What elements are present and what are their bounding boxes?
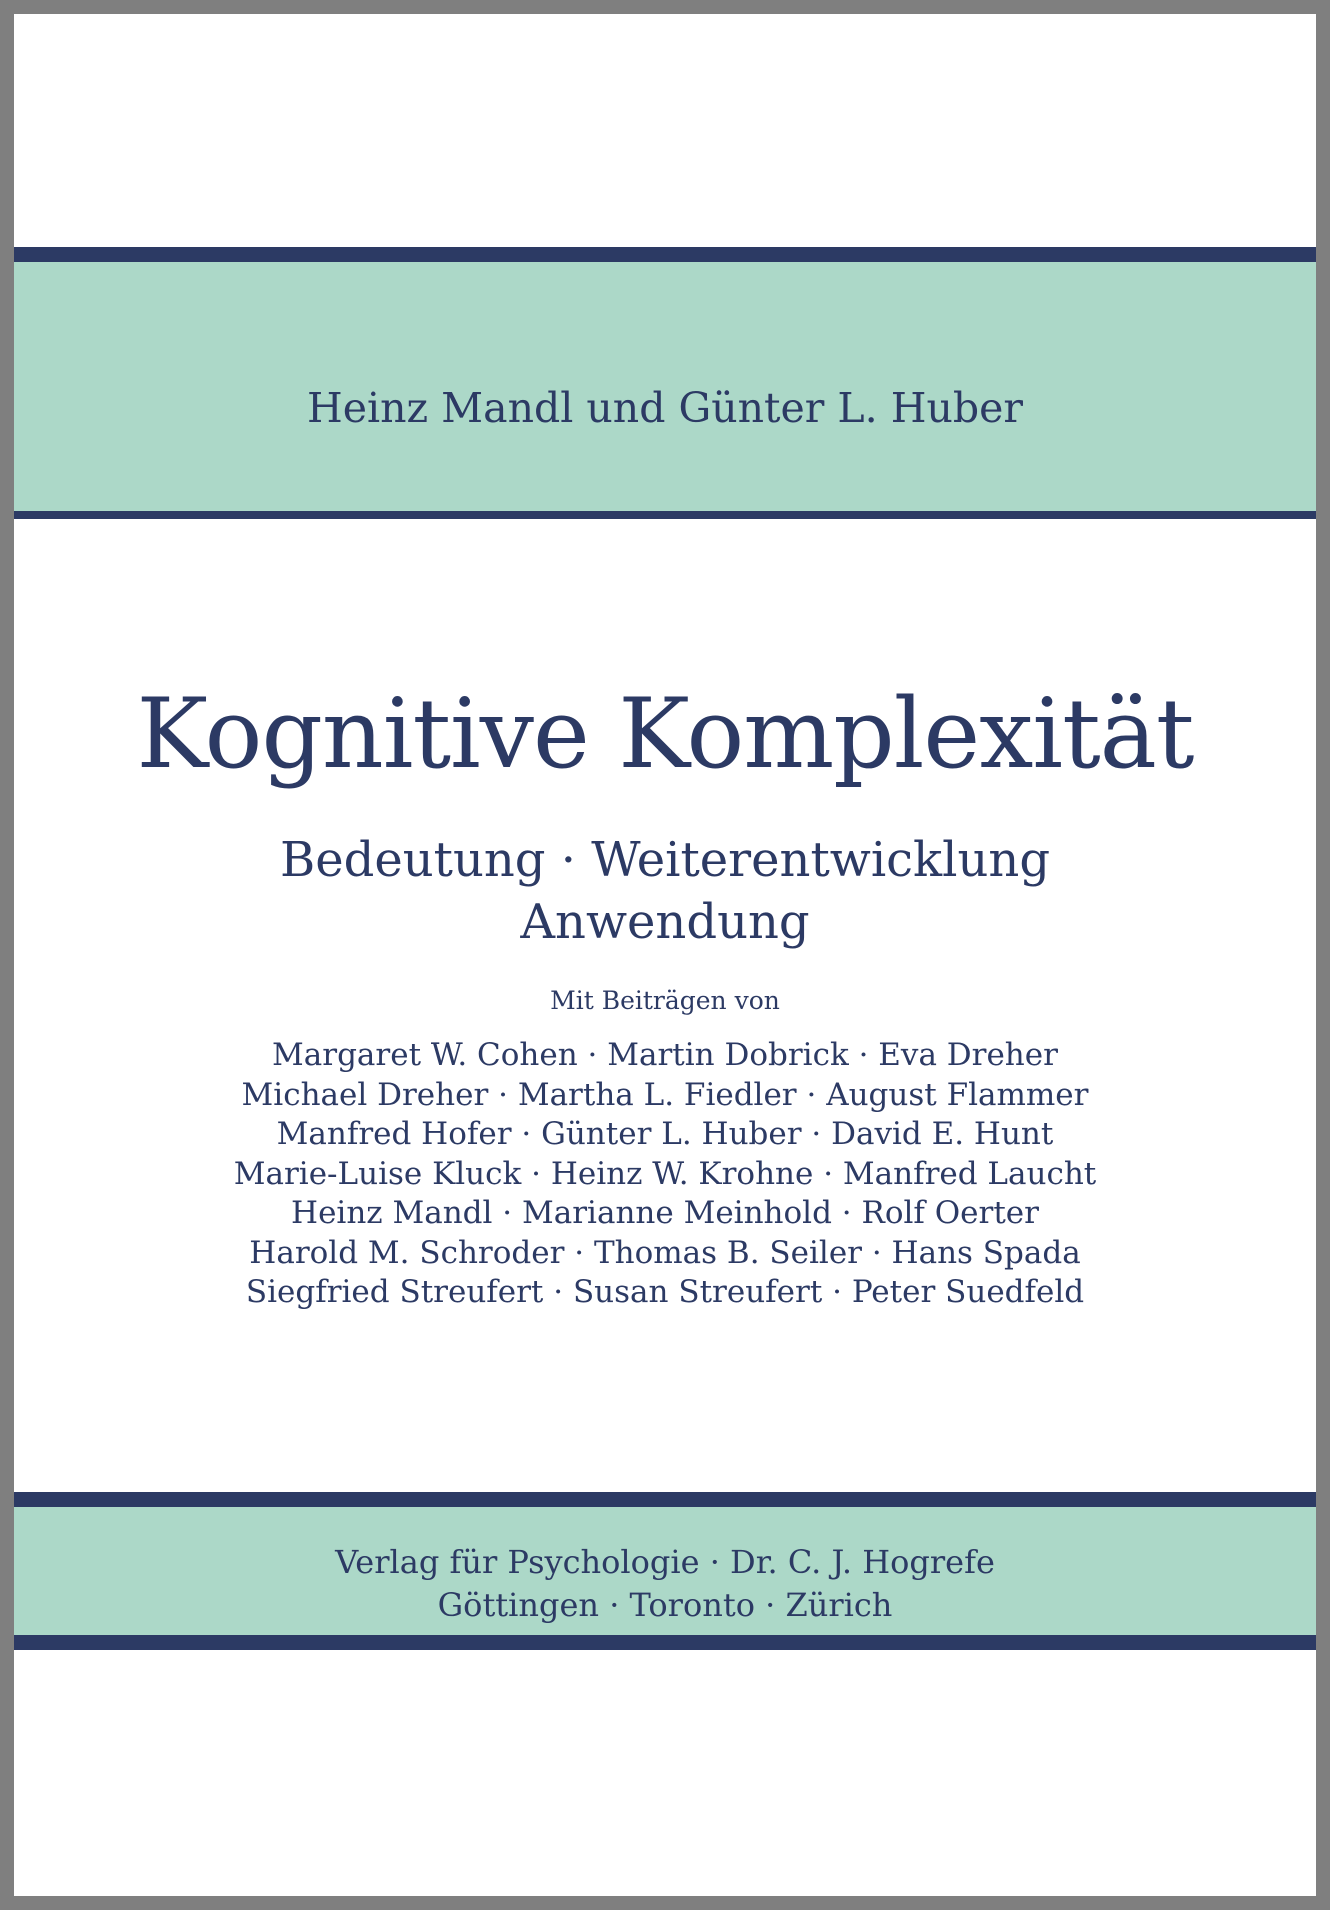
subtitle-line-2: Anwendung — [520, 894, 810, 950]
contributors-line: Manfred Hofer · Günter L. Huber · David E. Hunt — [276, 1116, 1054, 1152]
bottom-band-rule-upper — [14, 1492, 1316, 1507]
contributors-list — [14, 1036, 1316, 1313]
contributors-line: Harold M. Schroder · Thomas B. Seiler · Hans Spada — [249, 1234, 1081, 1271]
publisher-info — [14, 1541, 1316, 1627]
contributors-line: Michael Dreher · Martha L. Fiedler · August Flammer — [241, 1076, 1089, 1113]
contributors-line: Margaret W. Cohen · Martin Dobrick · Eva Dreher — [272, 1037, 1058, 1073]
contributions-intro: Mit Beiträgen von — [550, 986, 780, 1015]
publisher-line-2: Göttingen · Toronto · Zürich — [437, 1586, 893, 1624]
contributors-line: Siegfried Streufert · Susan Streufert · Peter Suedfeld — [245, 1274, 1085, 1310]
cover-authors: Heinz Mandl und Günter L. Huber — [307, 384, 1023, 432]
contributors-line: Marie-Luise Kluck · Heinz W. Krohne · Manfred Laucht — [233, 1155, 1097, 1192]
publisher-line-1: Verlag für Psychologie · Dr. C. J. Hogrefe — [335, 1543, 995, 1581]
contributors-line: Heinz Mandl · Marianne Meinhold · Rolf Oerter — [291, 1195, 1039, 1231]
top-band-rule-upper — [14, 247, 1316, 262]
top-band-rule-lower — [14, 511, 1316, 519]
cover-subtitle — [14, 829, 1316, 953]
bottom-band-rule-lower — [14, 1635, 1316, 1650]
subtitle-line-1: Bedeutung · Weiterentwicklung — [279, 832, 1051, 888]
cover-title: Kognitive Komplexität — [136, 678, 1194, 790]
